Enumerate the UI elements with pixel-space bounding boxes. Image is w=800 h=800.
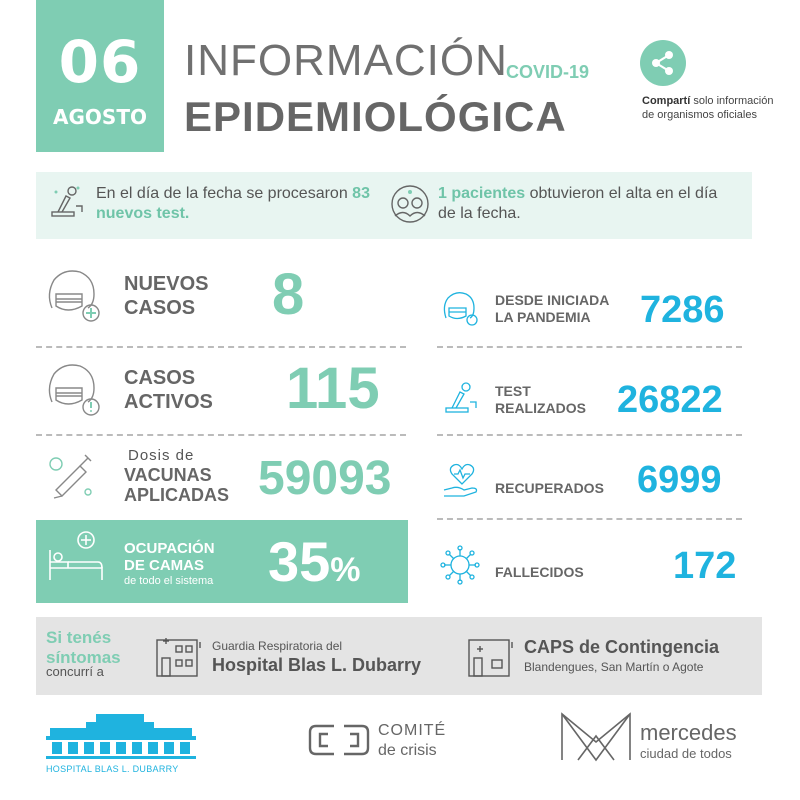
- recuperados-value: 6999: [637, 459, 722, 501]
- microscope-blue-icon: [442, 378, 480, 418]
- divider: [36, 434, 406, 436]
- hospital-building-icon: [154, 634, 204, 678]
- date-box: [36, 0, 164, 152]
- hospital-logo: [46, 714, 196, 762]
- share-bold: Compartí: [642, 95, 691, 107]
- camas-sub: de todo el sistema: [124, 575, 214, 587]
- date-month: AGOSTO: [53, 105, 147, 129]
- title-line-2: EPIDEMIOLÓGICA: [184, 93, 567, 140]
- pandemia-label-2: LA PANDEMIA: [495, 309, 591, 325]
- camas-unit: %: [330, 551, 361, 589]
- masked-face-alert-icon: [42, 358, 104, 420]
- recuperados-label: RECUPERADOS: [495, 480, 604, 496]
- title-line-1: INFORMACIÓN: [184, 36, 508, 85]
- comite-line-2: de crisis: [378, 742, 437, 759]
- date-day: 06: [58, 28, 142, 96]
- sintomas-1: Si tenés: [46, 628, 112, 647]
- divider: [437, 346, 742, 348]
- alta-post: obtuvieron el alta en el día de la fecha.: [438, 185, 718, 222]
- alta-info: [438, 184, 738, 224]
- tests-info: [96, 184, 386, 224]
- camas-label: [124, 540, 215, 574]
- sintomas-label: [46, 628, 121, 668]
- hospital-name: Hospital Blas L. Dubarry: [212, 655, 422, 675]
- mercedes-line-1: mercedes: [640, 720, 737, 745]
- divider: [437, 518, 742, 520]
- fallecidos-value: 172: [673, 545, 737, 587]
- caps-locations: Blandengues, San Martín o Agote: [524, 660, 704, 674]
- casos-activos-value: 115: [286, 356, 380, 421]
- concurri-label: concurrí a: [46, 664, 104, 679]
- vacunas-value: 59093: [258, 452, 392, 505]
- share-text: [642, 94, 782, 122]
- pandemia-label: [495, 292, 609, 326]
- pandemia-label-1: DESDE INICIADA: [495, 292, 610, 308]
- share-rest: solo información de organismos oficiales: [642, 95, 774, 121]
- nuevos-label-1: NUEVOS: [124, 273, 209, 295]
- comite-logo-icon: [306, 722, 372, 758]
- mercedes-logo-icon: [558, 708, 634, 764]
- casos-activos-label: [124, 366, 213, 414]
- activos-label-1: CASOS: [124, 367, 196, 389]
- nuevos-casos-label: [124, 272, 208, 320]
- hospital-logo-text: HOSPITAL BLAS L. DUBARRY: [46, 764, 179, 774]
- syringe-icon: [46, 450, 96, 500]
- test-label-2: REALIZADOS: [495, 400, 586, 416]
- caps-name: CAPS de Contingencia: [524, 637, 720, 657]
- patients-icon: [390, 184, 430, 224]
- tests-highlight: 83 nuevos test.: [96, 185, 370, 222]
- hospital-small-label: Guardia Respiratoria del: [212, 639, 343, 653]
- camas-value: 35: [268, 530, 331, 593]
- test-label: [495, 383, 586, 417]
- share-icon[interactable]: [640, 40, 686, 86]
- divider: [36, 346, 406, 348]
- heart-hand-icon: [442, 460, 482, 500]
- divider: [437, 434, 742, 436]
- test-label-1: TEST: [495, 383, 531, 399]
- virus-icon: [440, 545, 480, 585]
- caps-building-icon: [466, 634, 516, 678]
- nuevos-casos-value: 8: [272, 262, 305, 327]
- vacunas-label-0: Dosis de: [128, 447, 195, 464]
- vacunas-label-1: VACUNAS: [124, 465, 212, 485]
- comite-line-1: COMITÉ: [378, 722, 447, 739]
- camas-value-wrap: [268, 530, 361, 602]
- covid-badge: COVID-19: [506, 62, 590, 82]
- microscope-icon: [48, 182, 84, 222]
- tests-pre: En el día de la fecha se procesaron: [96, 185, 353, 202]
- pandemia-value: 7286: [640, 289, 725, 331]
- activos-label-2: ACTIVOS: [124, 391, 213, 413]
- camas-label-2: DE CAMAS: [124, 557, 205, 574]
- test-value: 26822: [617, 379, 723, 421]
- hospital-bed-icon: [46, 528, 106, 588]
- vacunas-label-2: APLICADAS: [124, 485, 230, 505]
- vacunas-label: [124, 465, 229, 505]
- alta-highlight: 1 pacientes: [438, 185, 526, 202]
- mercedes-line-2: ciudad de todos: [640, 746, 732, 761]
- fallecidos-label: FALLECIDOS: [495, 564, 584, 580]
- nuevos-label-2: CASOS: [124, 297, 196, 319]
- masked-face-icon: [440, 288, 480, 328]
- camas-label-1: OCUPACIÓN: [124, 540, 215, 557]
- sintomas-2: síntomas: [46, 648, 121, 667]
- masked-face-plus-icon: [42, 264, 104, 326]
